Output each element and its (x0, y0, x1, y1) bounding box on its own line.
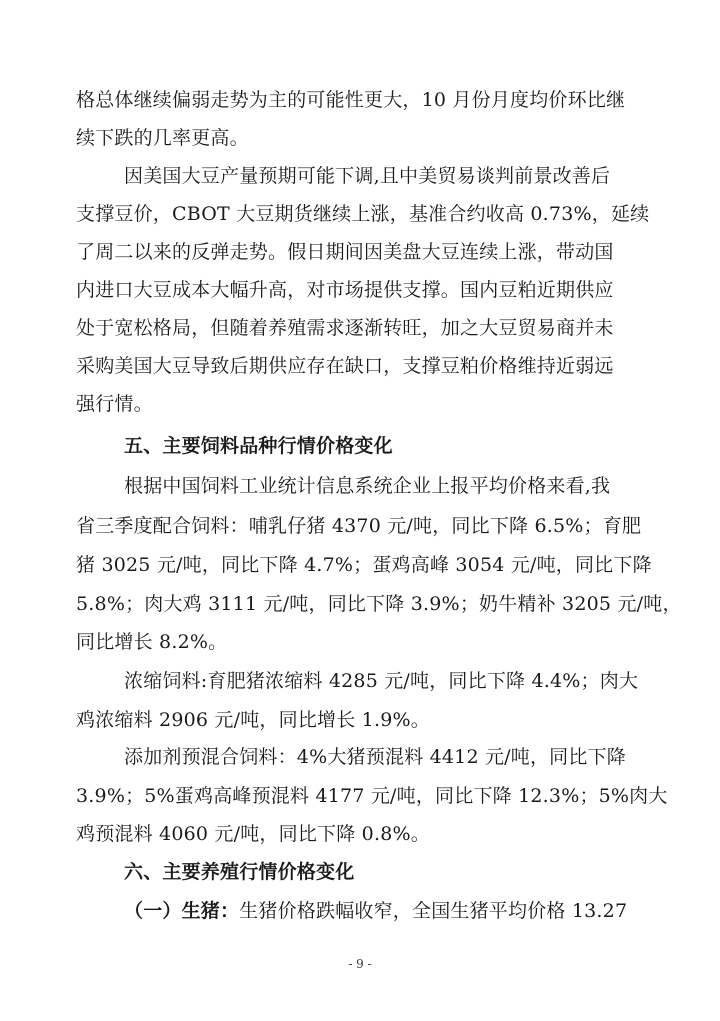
text-line: 处于宽松格局，但随着养殖需求逐渐转旺，加之大豆贸易商并未 (76, 317, 614, 339)
subsection-lead: （一）生猪： (124, 900, 240, 922)
text-line: 同比增长 8.2%。 (76, 631, 228, 653)
text-line: 续下跌的几率更高。 (76, 127, 249, 149)
section-heading: 六、主要养殖行情价格变化 (124, 861, 355, 883)
section-heading: 五、主要饲料品种行情价格变化 (124, 435, 393, 457)
text-line: 鸡预混料 4060 元/吨，同比下降 0.8%。 (76, 823, 430, 845)
text-line: 采购美国大豆导致后期供应存在缺口，支撑豆粕价格维持近弱远 (76, 355, 614, 377)
text-line: 5.8%；肉大鸡 3111 元/吨，同比下降 3.9%；奶牛精补 3205 元/吨， (76, 593, 682, 615)
text-line: 格总体继续偏弱走势为主的可能性更大，10 月份月度均价环比继 (76, 89, 626, 111)
text-line: 内进口大豆成本大幅升高，对市场提供支撑。国内豆粕近期供应 (76, 279, 614, 301)
text-line: 添加剂预混合饲料：4%大猪预混料 4412 元/吨，同比下降 (124, 746, 626, 768)
text-line: 因美国大豆产量预期可能下调,且中美贸易谈判前景改善后 (124, 165, 611, 187)
text-line: 了周二以来的反弹走势。假日期间因美盘大豆连续上涨，带动国 (76, 241, 614, 263)
text-line: 省三季度配合饲料：哺乳仔猪 4370 元/吨，同比下降 6.5%；育肥 (76, 515, 642, 537)
text-line (124, 899, 636, 923)
text-line: 支撑豆价，CBOT 大豆期货继续上涨，基准合约收高 0.73%，延续 (76, 203, 650, 225)
page-number: - 9 - (348, 957, 372, 971)
text-line: 浓缩饲料:育肥猪浓缩料 4285 元/吨，同比下降 4.4%；肉大 (124, 670, 639, 692)
text-line: 猪 3025 元/吨，同比下降 4.7%；蛋鸡高峰 3054 元/吨，同比下降 (76, 554, 652, 576)
text-line: 强行情。 (76, 393, 153, 415)
subsection-text: 生猪价格跌幅收窄，全国生猪平均价格 13.27 (239, 900, 628, 922)
text-line: 鸡浓缩料 2906 元/吨，同比增长 1.9%。 (76, 709, 430, 731)
text-line: 根据中国饲料工业统计信息系统企业上报平均价格来看,我 (124, 475, 611, 497)
text-line: 3.9%；5%蛋鸡高峰预混料 4177 元/吨，同比下降 12.3%；5%肉大 (76, 785, 668, 807)
